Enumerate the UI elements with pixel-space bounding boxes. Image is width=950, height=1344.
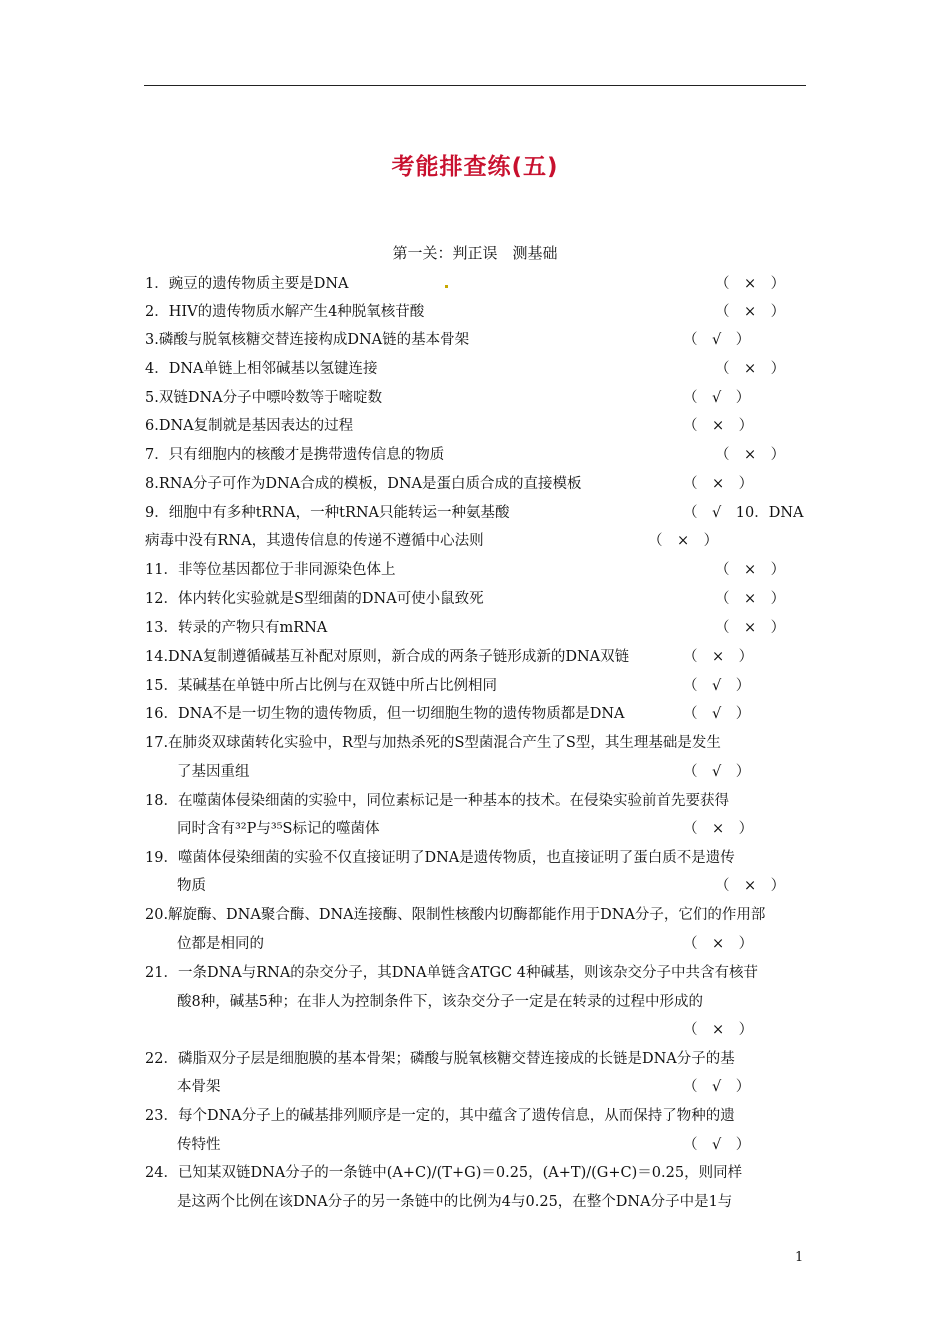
question-line: 18．在噬菌体侵染细菌的实验中，同位素标记是一种基本的技术。在侵染实验前首先要获得 — [145, 793, 729, 809]
answer-mark: （ × ） — [683, 1022, 754, 1038]
answer-mark: （ √ ） — [683, 390, 751, 406]
page-number: 1 — [795, 1250, 804, 1265]
answer-mark: （ × ） — [683, 476, 754, 492]
answer-mark: （ × ） — [715, 447, 786, 463]
answer-mark: （ × ） — [683, 821, 754, 837]
question-line: 13．转录的产物只有mRNA — [145, 620, 328, 636]
question-line: 8.RNA分子可作为DNA合成的模板，DNA是蛋白质合成的直接模板 — [145, 476, 582, 492]
answer-mark: （ × ） — [683, 649, 754, 665]
answer-mark: （ × ） — [715, 620, 786, 636]
question-line: 6.DNA复制就是基因表达的过程 — [145, 418, 354, 434]
answer-mark: （ × ） — [715, 562, 786, 578]
question-line: 物质 — [177, 878, 206, 894]
stray-dot — [445, 285, 448, 288]
question-line: 9．细胞中有多种tRNA，一种tRNA只能转运一种氨基酸 — [145, 505, 510, 521]
answer-mark: （ √ ） — [683, 1137, 751, 1153]
question-line: 同时含有³²P与³⁵S标记的噬菌体 — [177, 821, 380, 837]
question-line: 5.双链DNA分子中嘌呤数等于嘧啶数 — [145, 390, 383, 406]
header-rule — [144, 85, 806, 86]
question-line: 本骨架 — [177, 1079, 221, 1095]
question-line: 酸8种，碱基5种；在非人为控制条件下，该杂交分子一定是在转录的过程中形成的 — [177, 994, 703, 1010]
question-line: 7．只有细胞内的核酸才是携带遗传信息的物质 — [145, 447, 445, 463]
answer-mark: （ √ ） — [683, 764, 751, 780]
question-line: 16．DNA不是一切生物的遗传物质，但一切细胞生物的遗传物质都是DNA — [145, 706, 625, 722]
question-line: 21．一条DNA与RNA的杂交分子，其DNA单链含ATGC 4种碱基，则该杂交分子中共含有核苷 — [145, 965, 758, 981]
question-line: 24．已知某双链DNA分子的一条链中(A+C)/(T+G)＝0.25，(A+T)/(G+C)＝0.25，则同样 — [145, 1165, 743, 1181]
question-line: 20.解旋酶、DNA聚合酶、DNA连接酶、限制性核酸内切酶都能作用于DNA分子，它们的作用部 — [145, 907, 766, 923]
question-line: 19．噬菌体侵染细菌的实验不仅直接证明了DNA是遗传物质，也直接证明了蛋白质不是遗传 — [145, 850, 735, 866]
question-line: 23．每个DNA分子上的碱基排列顺序是一定的，其中蕴含了遗传信息，从而保持了物种的遗 — [145, 1108, 735, 1124]
question-line: 17.在肺炎双球菌转化实验中，R型与加热杀死的S型菌混合产生了S型，其生理基础是发生 — [145, 735, 721, 751]
answer-mark: （ × ） — [648, 533, 719, 549]
question-line: 传特性 — [177, 1137, 221, 1153]
question-line: 3.磷酸与脱氧核糖交替连接构成DNA链的基本骨架 — [145, 332, 470, 348]
answer-mark: （ √ 10．DNA — [683, 505, 804, 521]
answer-mark: （ × ） — [683, 418, 754, 434]
question-line: 15．某碱基在单链中所占比例与在双链中所占比例相同 — [145, 678, 497, 694]
question-line: 了基因重组 — [177, 764, 250, 780]
question-line: 4．DNA单链上相邻碱基以氢键连接 — [145, 361, 378, 377]
question-line: 病毒中没有RNA，其遗传信息的传递不遵循中心法则 — [145, 533, 484, 549]
answer-mark: （ √ ） — [683, 1079, 751, 1095]
page-title: 考能排查练(五) — [391, 154, 559, 180]
answer-mark: （ × ） — [683, 936, 754, 952]
answer-mark: （ × ） — [715, 361, 786, 377]
answer-mark: （ × ） — [715, 304, 786, 320]
section-heading: 第一关：判正误 测基础 — [392, 244, 558, 262]
question-line: 11．非等位基因都位于非同源染色体上 — [145, 562, 396, 578]
answer-mark: （ × ） — [715, 591, 786, 607]
question-line: 14.DNA复制遵循碱基互补配对原则，新合成的两条子链形成新的DNA双链 — [145, 649, 630, 665]
answer-mark: （ √ ） — [683, 332, 751, 348]
answer-mark: （ √ ） — [683, 706, 751, 722]
answer-mark: （ √ ） — [683, 678, 751, 694]
answer-mark: （ × ） — [715, 276, 786, 292]
question-line: 2．HIV的遗传物质水解产生4种脱氧核苷酸 — [145, 304, 425, 320]
question-line: 1．豌豆的遗传物质主要是DNA — [145, 276, 349, 292]
question-line: 位都是相同的 — [177, 936, 264, 952]
answer-mark: （ × ） — [715, 878, 786, 894]
question-line: 12．体内转化实验就是S型细菌的DNA可使小鼠致死 — [145, 591, 484, 607]
question-line: 22．磷脂双分子层是细胞膜的基本骨架；磷酸与脱氧核糖交替连接成的长链是DNA分子的基 — [145, 1051, 735, 1067]
question-line: 是这两个比例在该DNA分子的另一条链中的比例为4与0.25，在整个DNA分子中是1与 — [177, 1194, 733, 1210]
